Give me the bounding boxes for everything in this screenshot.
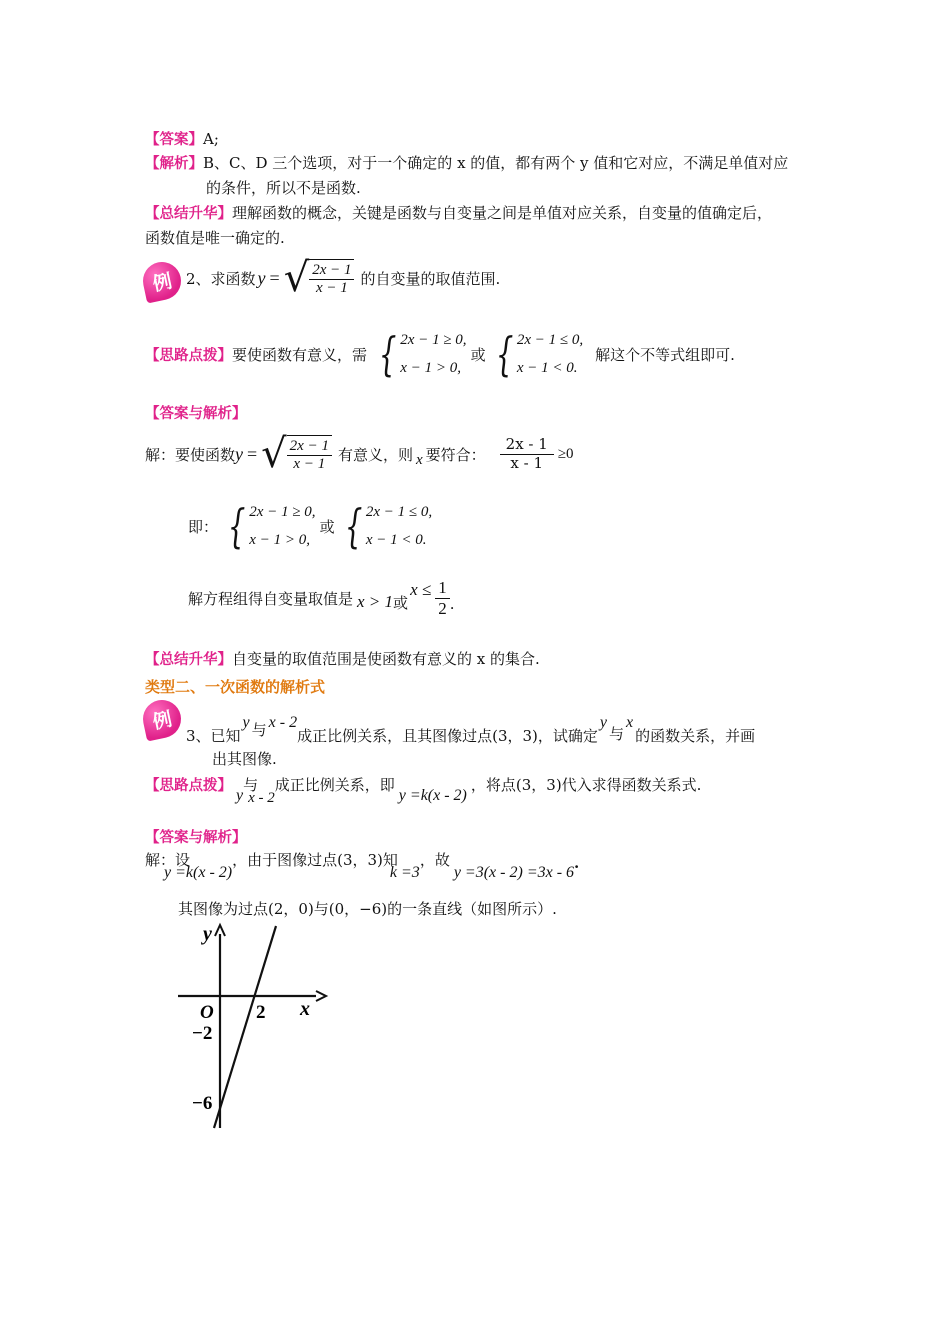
summary-2-text: 自变量的取值范围是使函数有意义的 x 的集合. (232, 650, 540, 668)
ex3-part: 的函数关系，并画 (635, 727, 756, 745)
summary-tag: 【总结升华】 (145, 652, 232, 668)
solution-mid: 有意义，则 (337, 445, 413, 464)
variable-y: y (236, 787, 244, 804)
brace-icon: { (344, 499, 363, 553)
fraction-numerator: 2x - 1 (500, 436, 554, 454)
ex3-part: 成正比例关系，且其图像过点(3，3)，试确定 (297, 727, 598, 745)
answer-text: A; (203, 130, 219, 148)
example-2-suffix: 的自变量的取值范围. (360, 269, 501, 288)
fraction-denominator: x − 1 (293, 456, 326, 472)
system-row: 2x − 1 ≤ 0, (516, 332, 584, 348)
equals-sign: = (269, 267, 280, 288)
solution-part: ，故 (419, 850, 450, 869)
hint-2-tail: 解这个不等式组即可. (595, 345, 735, 364)
sqrt-expression (261, 431, 332, 477)
brace-icon: { (495, 327, 514, 381)
period: . (449, 595, 455, 613)
ex3-part: 与 (251, 721, 267, 739)
variable-y: y (599, 714, 608, 731)
solution-part: ，由于图像过点(3，3)知 (232, 850, 398, 869)
example-badge-3: 例 (139, 696, 184, 741)
fraction (309, 262, 354, 298)
variable-y: y (242, 714, 250, 731)
or-word: 或 (393, 593, 409, 612)
system-row: x − 1 > 0, (249, 532, 310, 548)
example-3-line-2: 出其图像. (212, 750, 277, 768)
system-row: x − 1 < 0. (516, 360, 578, 376)
answer-line (145, 128, 219, 149)
solution-2-line (145, 426, 574, 482)
summary-tag: 【总结升华】 (145, 206, 232, 222)
hint-3-line (145, 772, 701, 808)
sqrt-expression (283, 255, 355, 301)
analysis-line-1 (145, 152, 788, 173)
analysis-line-2: 的条件，所以不是函数. (206, 179, 361, 197)
inequality-system-2 (339, 498, 433, 554)
hint-3-part: 与 (243, 775, 259, 794)
solution-prefix: 解：要使函数 (145, 445, 236, 464)
brace-icon: { (227, 499, 246, 553)
summary-line-2: 函数值是唯一确定的. (145, 229, 285, 247)
x-axis-label: x (300, 998, 310, 1020)
hint-2-line (145, 323, 735, 385)
hint-3-part: 成正比例关系，即 (274, 775, 395, 794)
system-row: 2x − 1 ≤ 0, (365, 504, 433, 520)
period: . (574, 854, 580, 872)
solution-3-line (145, 848, 579, 882)
solution-3-graph-text: 其图像为过点(2，0)与(0，−6)的一条直线（如图所示）. (178, 900, 557, 918)
answer-analysis-tag: 【答案与解析】 (145, 830, 247, 846)
function-y: y (235, 443, 244, 464)
fraction (287, 438, 332, 474)
brace-icon: { (378, 327, 397, 381)
answer-tag: 【答案】 (145, 132, 203, 148)
y-axis-label: y (203, 923, 212, 945)
example-2-prefix: 2、求函数 (186, 269, 256, 288)
summary-line-1 (145, 202, 772, 223)
expression-x-minus-2: x - 2 (268, 714, 298, 731)
equals-sign: = (247, 443, 258, 464)
solution-lead: 即： (188, 517, 219, 536)
variable-x: x (626, 714, 634, 731)
solution-2-systems (188, 495, 432, 557)
fraction-numerator: 1 (435, 578, 450, 599)
hint-tag: 【思路点拨】 (145, 347, 232, 364)
section-heading: 类型二、一次函数的解析式 (145, 678, 326, 696)
answer-analysis-tag: 【答案与解析】 (145, 406, 247, 422)
system-row: x − 1 > 0, (400, 360, 461, 376)
summary-2-line (145, 648, 540, 669)
radical-sign: √ (261, 431, 287, 477)
equation-3: y =3(x - 2) =3x - 6 (453, 864, 575, 881)
inequality-system-1 (222, 498, 316, 554)
hint-tag: 【思路点拨】 (145, 777, 232, 794)
x-tick-label: 2 (256, 1002, 266, 1023)
expression-x-minus-2: x - 2 (248, 789, 275, 806)
y-tick-label: −6 (192, 1093, 213, 1114)
fraction-numerator: 2x − 1 (309, 262, 354, 280)
inequality-system-1 (373, 326, 467, 382)
condition-2: x ≤ (410, 580, 432, 599)
example-2-question (186, 252, 500, 304)
analysis-text-1: B、C、D 三个选项，对于一个确定的 x 的值，都有两个 y 值和它对应，不满足单值对应 (203, 154, 789, 172)
ge-zero: ≥0 (557, 445, 574, 462)
variable-x: x (415, 451, 423, 468)
system-row: 2x − 1 ≥ 0, (400, 332, 467, 348)
hint-2-text: 要使函数有意义，需 (232, 345, 368, 364)
function-line (214, 926, 276, 1128)
fraction-numerator: 2x − 1 (287, 438, 332, 456)
fraction-denominator: 2 (438, 598, 447, 618)
condition-fraction (500, 436, 554, 472)
or-word: 或 (470, 345, 486, 364)
system-row: 2x − 1 ≥ 0, (249, 504, 316, 520)
equation-1: y =k(x - 2) (164, 864, 233, 881)
origin-label: O (200, 1002, 214, 1023)
function-y: y (257, 267, 266, 288)
hint-3-part: ，将点(3，3)代入求得函数关系式. (470, 775, 702, 794)
fraction-denominator: x - 1 (510, 453, 544, 472)
half-fraction (435, 578, 450, 618)
radicand (287, 435, 332, 474)
radicand (309, 259, 354, 298)
example-3-line-1 (186, 712, 755, 746)
condition-1: x > 1 (357, 592, 394, 611)
radical-sign: √ (283, 255, 310, 301)
solution-mid2: 要符合： (425, 445, 486, 464)
ex3-part: 3、已知 (186, 727, 241, 745)
inequality-system-2 (490, 326, 584, 382)
result-text: 解方程组得自变量取值是 (188, 589, 354, 608)
y-tick-label: −2 (192, 1023, 213, 1044)
system-row: x − 1 < 0. (365, 532, 427, 548)
ex3-part: 与 (609, 725, 625, 743)
equation-2: k =3 (389, 864, 420, 881)
solution-lead: 解：设 (145, 850, 191, 869)
example-badge-2: 例 (139, 258, 184, 303)
analysis-tag: 【解析】 (145, 156, 203, 172)
fraction-denominator: x − 1 (315, 280, 348, 296)
or-word: 或 (319, 517, 335, 536)
solution-2-result (188, 572, 454, 624)
x-axis-arrow-icon (316, 991, 326, 1001)
line-graph (170, 922, 330, 1134)
summary-text-1: 理解函数的概念，关键是函数与自变量之间是单值对应关系，自变量的值确定后， (232, 204, 773, 222)
equation-direct-proportion: y =k(x - 2) (398, 787, 467, 804)
